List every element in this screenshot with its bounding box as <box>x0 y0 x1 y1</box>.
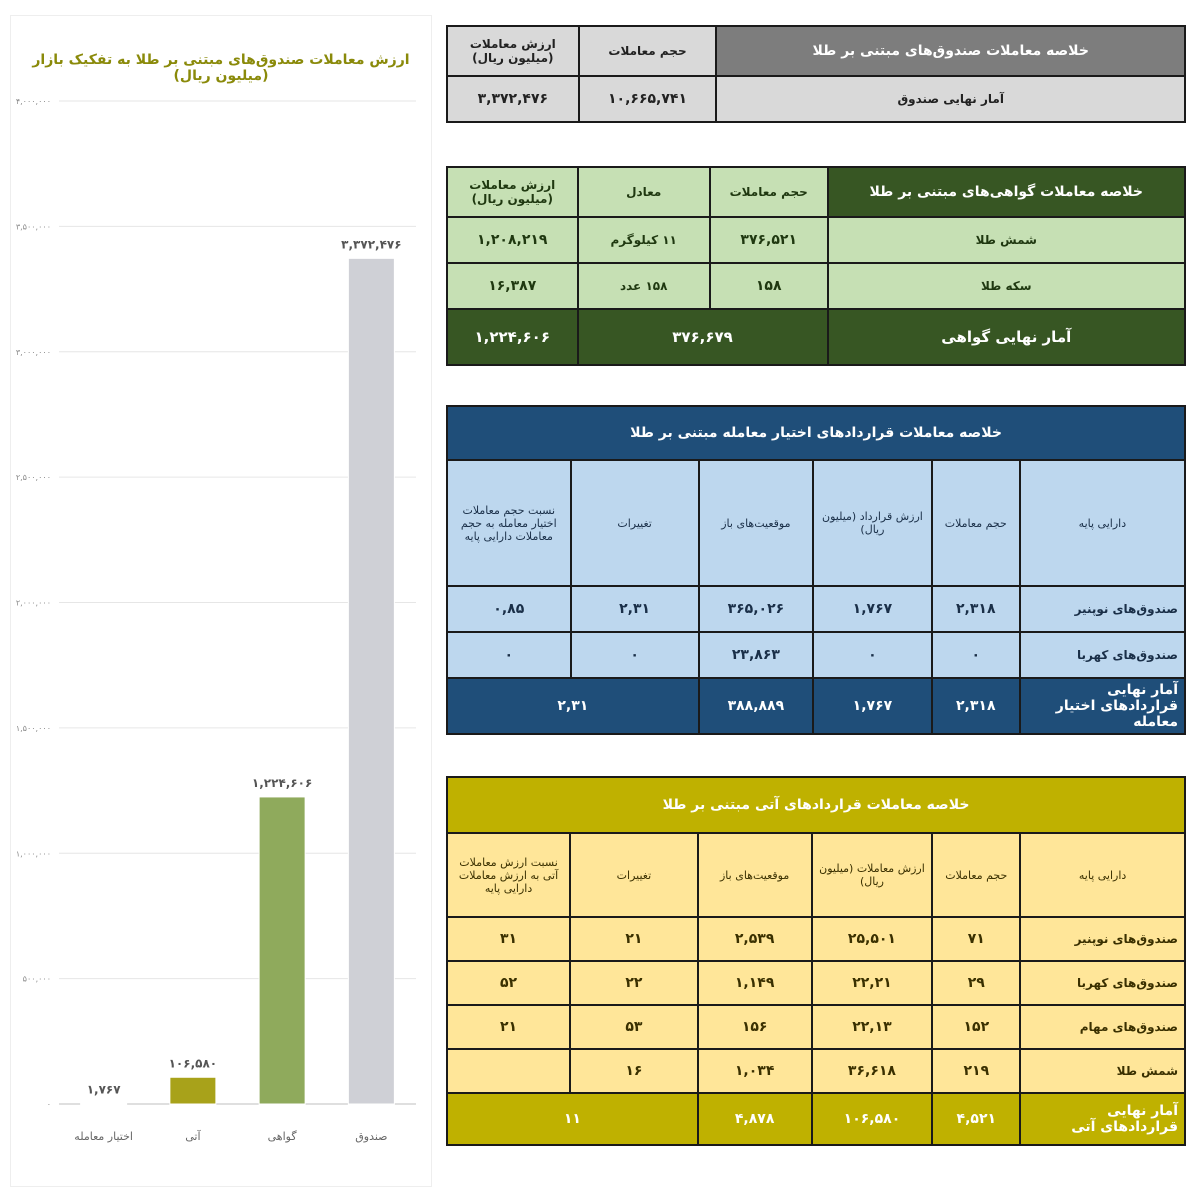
options-summary-table <box>446 405 1186 735</box>
certs-title: خلاصه معاملات گواهی‌های مبتنی بر طلا <box>828 167 1185 217</box>
futures-row-asset: شمش طلا <box>1020 1049 1185 1093</box>
y-tick-label: ۳,۵۰۰,۰۰۰ <box>15 222 51 232</box>
options-col-change: تغییرات <box>571 460 699 586</box>
x-tick-label: گواهی <box>267 1130 297 1143</box>
futures-row-change: ۱۶ <box>570 1049 698 1093</box>
futures-row-value: ۲۲,۲۱ <box>812 961 933 1005</box>
options-row-value: ۰ <box>813 632 932 678</box>
futures-row-value: ۲۵,۵۰۱ <box>812 917 933 961</box>
futures-row-oi: ۱۵۶ <box>698 1005 812 1049</box>
certs-row-unit: ۱۱ کیلوگرم <box>578 217 710 263</box>
bar-value-label: ۱,۲۲۴,۶۰۶ <box>251 775 313 790</box>
options-row-oi: ۳۶۵,۰۲۶ <box>699 586 813 632</box>
options-row-volume: ۲,۳۱۸ <box>932 586 1020 632</box>
options-col-volume: حجم معاملات <box>932 460 1020 586</box>
funds-summary-table <box>446 25 1186 123</box>
futures-row-asset: صندوق‌های مهام <box>1020 1005 1185 1049</box>
futures-total-oi: ۴,۸۷۸ <box>698 1093 812 1145</box>
futures-row-change: ۲۱ <box>570 917 698 961</box>
options-row-ratio: ۰,۸۵ <box>447 586 571 632</box>
futures-row-ratio: ۵۲ <box>447 961 570 1005</box>
y-tick-label: ۴,۰۰۰,۰۰۰ <box>15 97 51 106</box>
options-row-asset: صندوق‌های کهربا <box>1020 632 1185 678</box>
futures-row-ratio: ۲۱ <box>447 1005 570 1049</box>
futures-row-ratio <box>447 1049 570 1093</box>
options-row-volume: ۰ <box>932 632 1020 678</box>
futures-col-oi: موقعیت‌های باز <box>698 833 812 917</box>
futures-row-ratio: ۳۱ <box>447 917 570 961</box>
futures-row-value: ۳۶,۶۱۸ <box>812 1049 933 1093</box>
certs-row-value: ۱۶,۳۸۷ <box>447 263 578 309</box>
bar <box>170 1077 216 1104</box>
futures-total-value: ۱۰۶,۵۸۰ <box>812 1093 933 1145</box>
options-total-oi: ۳۸۸,۸۸۹ <box>699 678 813 734</box>
certs-row-label: سکه طلا <box>828 263 1185 309</box>
futures-row-change: ۵۳ <box>570 1005 698 1049</box>
futures-row-oi: ۱,۰۳۴ <box>698 1049 812 1093</box>
futures-title: خلاصه معاملات قراردادهای آتی مبتنی بر طلا <box>447 777 1185 833</box>
futures-row-asset: صندوق‌های کهربا <box>1020 961 1185 1005</box>
certs-total-volume: ۳۷۶,۶۷۹ <box>578 309 828 365</box>
y-tick-label: ۰ <box>46 1100 51 1109</box>
options-col-ratio: نسبت حجم معاملات اختیار معامله به حجم معاملات دارایی پایه <box>447 460 571 586</box>
bar-chart <box>11 16 431 1186</box>
certs-col-unit: معادل <box>578 167 710 217</box>
options-total-volume: ۲,۳۱۸ <box>932 678 1020 734</box>
funds-title: خلاصه معاملات صندوق‌های مبتنی بر طلا <box>716 26 1185 76</box>
options-col-asset: دارایی پایه <box>1020 460 1185 586</box>
futures-row-value: ۲۲,۱۳ <box>812 1005 933 1049</box>
certs-total-value: ۱,۲۲۴,۶۰۶ <box>447 309 578 365</box>
futures-col-ratio: نسبت ارزش معاملات آتی به ارزش معاملات دارایی پایه <box>447 833 570 917</box>
futures-row-volume: ۷۱ <box>932 917 1020 961</box>
funds-row-volume: ۱۰,۶۶۵,۷۴۱ <box>579 76 717 122</box>
certs-row-unit: ۱۵۸ عدد <box>578 263 710 309</box>
bar-value-label: ۱,۷۶۷ <box>86 1082 121 1097</box>
options-total-change: ۲,۳۱ <box>447 678 699 734</box>
certs-row-volume: ۳۷۶,۵۲۱ <box>710 217 828 263</box>
futures-row-volume: ۲۱۹ <box>932 1049 1020 1093</box>
x-tick-label: صندوق <box>355 1130 388 1143</box>
certs-row-volume: ۱۵۸ <box>710 263 828 309</box>
certs-row-value: ۱,۲۰۸,۲۱۹ <box>447 217 578 263</box>
x-tick-label: آتی <box>185 1130 201 1143</box>
options-col-value: ارزش قرارداد (میلیون ریال) <box>813 460 932 586</box>
options-title: خلاصه معاملات قراردادهای اختیار معامله مبتنی بر طلا <box>447 406 1185 460</box>
futures-total-ratio: ۱۱ <box>447 1093 698 1145</box>
funds-col-volume: حجم معاملات <box>579 26 717 76</box>
bar-value-label: ۱۰۶,۵۸۰ <box>168 1056 218 1071</box>
options-row-change: ۰ <box>571 632 699 678</box>
futures-row-change: ۲۲ <box>570 961 698 1005</box>
x-tick-label: اختیار معامله <box>74 1130 133 1143</box>
futures-row-volume: ۱۵۲ <box>932 1005 1020 1049</box>
futures-col-value: ارزش معاملات (میلیون ریال) <box>812 833 933 917</box>
bar <box>348 258 394 1104</box>
futures-summary-table <box>446 776 1186 1146</box>
futures-col-asset: دارایی پایه <box>1020 833 1185 917</box>
bar <box>81 1104 127 1105</box>
futures-row-volume: ۲۹ <box>932 961 1020 1005</box>
y-tick-label: ۱,۵۰۰,۰۰۰ <box>15 723 51 733</box>
futures-row-oi: ۱,۱۴۹ <box>698 961 812 1005</box>
funds-col-value: ارزش معاملات (میلیون ریال) <box>447 26 579 76</box>
futures-total-volume: ۴,۵۲۱ <box>932 1093 1020 1145</box>
options-total-label: آمار نهایی قراردادهای اختیار معامله <box>1020 678 1185 734</box>
funds-row-value: ۳,۳۷۲,۴۷۶ <box>447 76 579 122</box>
certs-col-value: ارزش معاملات (میلیون ریال) <box>447 167 578 217</box>
bar <box>259 797 305 1104</box>
certs-summary-table <box>446 166 1186 366</box>
options-row-change: ۲,۳۱ <box>571 586 699 632</box>
chart-panel <box>10 15 432 1187</box>
funds-row-label: آمار نهایی صندوق <box>716 76 1185 122</box>
certs-col-volume: حجم معاملات <box>710 167 828 217</box>
certs-total-label: آمار نهایی گواهی <box>828 309 1185 365</box>
y-tick-label: ۲,۰۰۰,۰۰۰ <box>15 598 51 608</box>
bar-value-label: ۳,۳۷۲,۴۷۶ <box>341 237 402 252</box>
futures-row-oi: ۲,۵۳۹ <box>698 917 812 961</box>
y-tick-label: ۱,۰۰۰,۰۰۰ <box>15 849 51 859</box>
futures-total-label: آمار نهایی قراردادهای آتی <box>1020 1093 1185 1145</box>
certs-row-label: شمش طلا <box>828 217 1185 263</box>
y-tick-label: ۲,۵۰۰,۰۰۰ <box>15 473 51 483</box>
options-row-value: ۱,۷۶۷ <box>813 586 932 632</box>
chart-title: ارزش معاملات صندوق‌های مبتنی بر طلا به تفکیک بازار (میلیون ریال) <box>32 52 410 84</box>
futures-col-change: تغییرات <box>570 833 698 917</box>
options-total-value: ۱,۷۶۷ <box>813 678 932 734</box>
futures-row-asset: صندوق‌های نوپنیر <box>1020 917 1185 961</box>
y-tick-label: ۳,۰۰۰,۰۰۰ <box>15 347 51 357</box>
futures-col-volume: حجم معاملات <box>932 833 1020 917</box>
y-tick-label: ۵۰۰,۰۰۰ <box>22 974 51 984</box>
options-row-oi: ۲۳,۸۶۳ <box>699 632 813 678</box>
options-row-ratio: ۰ <box>447 632 571 678</box>
options-row-asset: صندوق‌های نوپنیر <box>1020 586 1185 632</box>
options-col-oi: موقعیت‌های باز <box>699 460 813 586</box>
